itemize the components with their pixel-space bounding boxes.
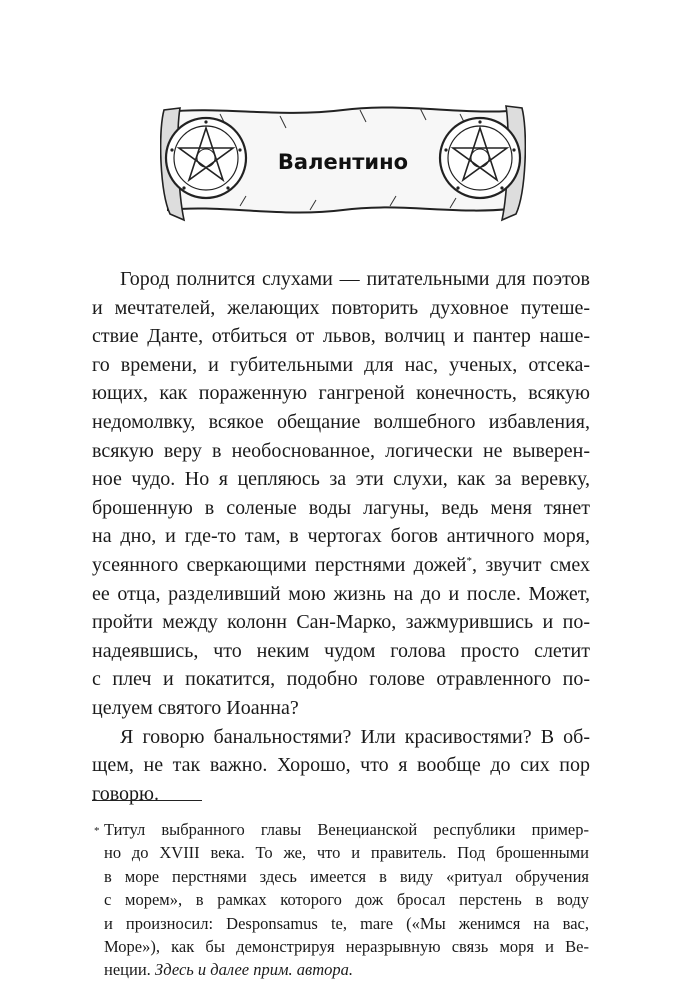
footnote-line: и произносил: Desponsamus te, mare («Мы женимся на вас, [104,913,589,933]
body-line: ствие Данте, отбиться от львов, волчиц и пантер наше- [92,325,590,348]
body-line: ное чудо. Но я цепляюсь за эти слухи, как за веревку, [92,468,590,491]
paragraph-1 [92,265,590,723]
body-line: и мечтателей, желающих повторить духовное путеше- [92,296,590,319]
body-line-tail: , звучит смех [471,553,590,576]
body-line: щем, не так важно. Хорошо, что я вообще до сих пор [92,754,590,777]
body-line: надеявшись, что неким чудом голова просто слетит [92,639,590,662]
footnote-line: Титул выбранного главы Венецианской республики пример- [104,820,589,839]
body-line: на дно, и где-то там, в чертогах богов античного моря, [92,525,590,548]
body-line: всякую веру в необоснованное, логически не выверен- [92,439,590,462]
footnote-last-line [104,958,589,981]
body-line: ющих, как пораженную гангреной конечность, всякую [92,382,590,405]
body-line: с плеч и покатится, подобно голове отравленного по- [92,668,590,691]
footnote-line: в море перстнями здесь имеется в виду «ритуал обручения [104,866,589,886]
body-line: говорю. [92,782,159,805]
body-line: целуем святого Иоанна? [92,696,299,719]
body-line: ее отца, разделивший мою жизнь на до и после. Может, [92,582,590,605]
footnote-divider [92,800,202,801]
body-line: Я говорю банальностями? Или красивостями? В об- [120,725,590,748]
body-line: Город полнится слухами — питательными для поэтов [120,268,590,290]
paragraph-2 [92,723,590,809]
author-note: Здесь и далее прим. автора. [154,960,353,980]
footnote-line-text: неции. [104,960,151,980]
footnote-line: Море»), как бы демонстрируя неразрывную связь моря и Ве- [104,937,589,957]
body-line: брошенную в соленые воды лагуны, ведь меня тянет [92,496,590,519]
body-line-head: усеянного сверкающими перстнями дожей [92,553,467,576]
footnote-line: но до XVIII века. То же, что и правитель. Под брошенными [104,843,589,863]
body-line-with-footnote [92,551,590,580]
body-line: го времени, и губительными для нас, ученых, отсека- [92,353,590,376]
footnote-line: с морем», в рамках которого дож бросал перстень в воду [104,890,589,910]
footnote [94,818,589,982]
footnote-reference[interactable]: * [466,554,472,567]
chapter-title: Валентино [277,150,409,174]
body-line: недомолвку, всякое обещание волшебного избавления, [92,410,590,433]
body-text [92,265,590,808]
footnote-marker: * [94,825,100,837]
body-line: пройти между колонн Сан-Марко, зажмурившись и по- [92,611,590,634]
